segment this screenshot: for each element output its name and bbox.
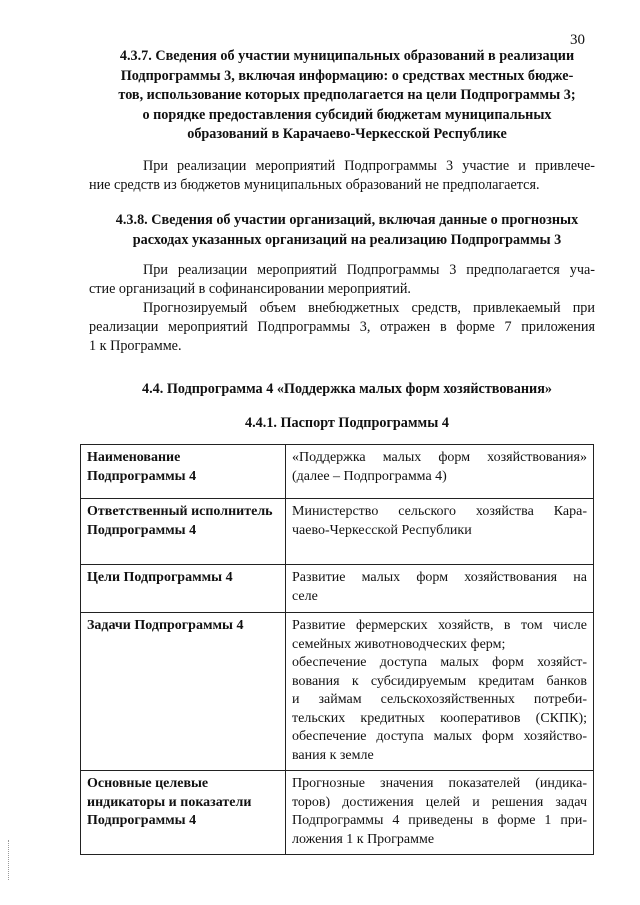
heading-line: тов, использование которых предполагается на цели Подпрограммы 3; bbox=[118, 87, 576, 103]
row-value bbox=[286, 445, 594, 499]
row-value bbox=[286, 565, 594, 613]
value-line: вания к земле bbox=[292, 747, 374, 763]
value-line: «Поддержка малых форм хозяйствования» bbox=[292, 450, 587, 465]
table-row bbox=[81, 771, 594, 855]
row-label: Ответственный исполнитель Подпрограммы 4 bbox=[81, 499, 286, 565]
row-label: Цели Подпрограммы 4 bbox=[81, 565, 286, 613]
value-line: семейных животноводческих ферм; bbox=[292, 636, 506, 652]
paragraph-line: реализации мероприятий Подпрограммы 3, отражен в форме 7 приложения bbox=[89, 319, 595, 335]
paragraph-line: стие организаций в софинансировании мероприятий. bbox=[89, 281, 411, 297]
section-4-3-7-paragraph bbox=[89, 157, 595, 195]
paragraph-line: При реализации мероприятий Подпрограммы 3 предполагается уча- bbox=[143, 262, 595, 278]
value-line: Развитие малых форм хозяйствования на bbox=[292, 570, 587, 585]
value-line: Подпрограммы 4 приведены в форме 1 при- bbox=[292, 813, 587, 828]
row-value bbox=[286, 499, 594, 565]
table-row bbox=[81, 565, 594, 613]
table-row bbox=[81, 499, 594, 565]
value-line: тельских кредитных кооперативов (СКПК); bbox=[292, 710, 587, 726]
table-row bbox=[81, 445, 594, 499]
paragraph-line: При реализации мероприятий Подпрограммы 3 участие и привлече- bbox=[143, 158, 595, 174]
section-4-4-heading bbox=[86, 380, 608, 400]
row-value bbox=[286, 613, 594, 771]
section-4-4-1-subheading bbox=[86, 414, 608, 434]
section-4-3-7-heading bbox=[86, 47, 608, 145]
value-line: Развитие фермерских хозяйств, в том числе bbox=[292, 618, 587, 633]
value-line: обеспечение доступа малых форм хозяйст- bbox=[292, 655, 587, 670]
value-line: обеспечение доступа малых форм хозяйство- bbox=[292, 729, 587, 744]
heading-line: 4.4. Подпрограмма 4 «Поддержка малых форм хозяйствования» bbox=[142, 381, 552, 397]
value-line: и займам сельскохозяйственных потреби- bbox=[292, 692, 587, 707]
value-line: селе bbox=[292, 588, 318, 604]
heading-line: образований в Карачаево-Черкесской Республике bbox=[187, 126, 507, 142]
paragraph-line: Прогнозируемый объем внебюджетных средств, привлекаемый при bbox=[143, 300, 595, 316]
row-label: Задачи Подпрограммы 4 bbox=[81, 613, 286, 771]
row-value bbox=[286, 771, 594, 855]
section-4-3-8-heading bbox=[86, 211, 608, 250]
page-number: 30 bbox=[570, 32, 585, 48]
section-4-3-8-paragraph-1 bbox=[89, 261, 595, 299]
heading-line: 4.3.7. Сведения об участии муниципальных образований в реализации bbox=[119, 48, 575, 64]
paragraph-line: 1 к Программе. bbox=[89, 338, 182, 354]
value-line: Министерство сельского хозяйства Кара- bbox=[292, 504, 587, 519]
scan-margin-mark bbox=[8, 840, 11, 880]
value-line: торов) достижения целей и решения задач bbox=[292, 794, 587, 810]
heading-line: расходах указанных организаций на реализацию Подпрограммы 3 bbox=[132, 231, 562, 248]
section-4-3-8-paragraph-2 bbox=[89, 299, 595, 356]
row-label: Наименование Подпрограммы 4 bbox=[81, 445, 286, 499]
row-label: Основные целевые индикаторы и показатели Подпрограммы 4 bbox=[81, 771, 286, 855]
heading-line: 4.3.8. Сведения об участии организаций, включая данные о прогнозных bbox=[115, 212, 579, 228]
passport-table bbox=[80, 444, 594, 855]
value-line: Прогнозные значения показателей (индика- bbox=[292, 776, 587, 791]
paragraph-line: ние средств из бюджетов муниципальных образований не предполагается. bbox=[89, 177, 540, 193]
heading-line: о порядке предоставления субсидий бюджетам муниципальных bbox=[142, 106, 552, 123]
value-line: (далее – Подпрограмма 4) bbox=[292, 468, 447, 484]
value-line: чаево-Черкесской Республики bbox=[292, 522, 472, 538]
value-line: ложения 1 к Программе bbox=[292, 831, 435, 847]
value-line: вования к субсидируемым кредитам банков bbox=[292, 673, 587, 689]
heading-line: 4.4.1. Паспорт Подпрограммы 4 bbox=[245, 415, 449, 431]
heading-line: Подпрограммы 3, включая информацию: о средствах местных бюдже- bbox=[120, 67, 574, 84]
table-row bbox=[81, 613, 594, 771]
